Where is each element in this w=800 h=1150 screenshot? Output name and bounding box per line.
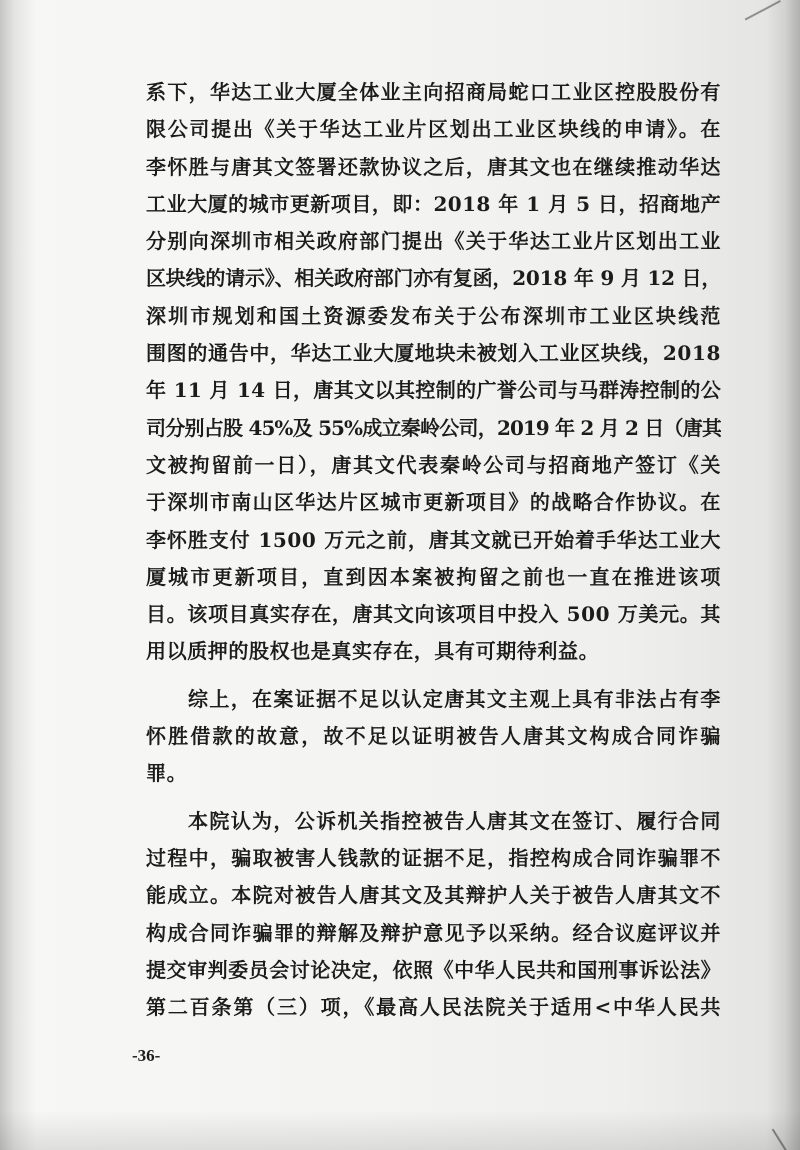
text-line: 提交审判委员会讨论决定，依照《中华人民共和国刑事诉讼法》 — [146, 957, 721, 982]
corner-crease-mark — [745, 0, 790, 36]
text-line: 年 11 月 14 日，唐其文以其控制的广誉公司与马群涛控制的公 — [146, 378, 721, 403]
body-text — [146, 74, 721, 1026]
text-line: 用以质押的股权也是真实存在，具有可期待利益。 — [146, 639, 600, 664]
paragraph-3 — [146, 803, 721, 1027]
text-line: 构成合同诈骗罪的辩解及辩护意见予以采纳。经合议庭评议并 — [146, 920, 721, 945]
text-line: 李怀胜与唐其文签署还款协议之后，唐其文也在继续推动华达 — [146, 154, 721, 179]
text-line: 分别向深圳市相关政府部门提出《关于华达工业片区划出工业 — [146, 229, 721, 254]
text-line: 深圳市规划和国土资源委发布关于公布深圳市工业区块线范 — [146, 303, 721, 328]
text-line: 怀胜借款的故意，故不足以证明被告人唐其文构成合同诈骗 — [146, 724, 721, 749]
corner-crease-mark-bottom — [772, 1129, 789, 1150]
text-line: 限公司提出《关于华达工业片区划出工业区块线的申请》。在 — [146, 117, 721, 142]
paragraph-1 — [146, 74, 721, 671]
text-line: 第二百条第（三）项，《最高人民法院关于适用<中华人民共 — [146, 995, 721, 1020]
page-number: -36- — [132, 1046, 161, 1065]
text-line: 罪。 — [146, 761, 188, 786]
text-line: 于深圳市南山区华达片区城市更新项目》的战略合作协议。在 — [146, 490, 721, 515]
text-line: 李怀胜支付 1500 万元之前，唐其文就已开始着手华达工业大 — [146, 527, 721, 552]
text-line: 文被拘留前一日），唐其文代表秦岭公司与招商地产签订《关 — [146, 452, 721, 477]
text-line: 司分别占股 45%及 55%成立秦岭公司，2019 年 2 月 2 日（唐其 — [146, 415, 721, 440]
text-line: 围图的通告中，华达工业大厦地块未被划入工业区块线，2018 — [146, 341, 721, 366]
page-bottom-shadow — [0, 1110, 800, 1150]
text-line: 能成立。本院对被告人唐其文及其辩护人关于被告人唐其文不 — [146, 883, 721, 908]
paragraph-2 — [146, 681, 721, 793]
text-line: 工业大厦的城市更新项目，即：2018 年 1 月 5 日，招商地产 — [146, 191, 721, 216]
page-right-shadow — [766, 0, 800, 1150]
text-line: 目。该项目真实存在，唐其文向该项目中投入 500 万美元。其 — [146, 602, 721, 627]
text-line: 系下，华达工业大厦全体业主向招商局蛇口工业区控股股份有 — [146, 80, 721, 104]
text-line: 过程中，骗取被害人钱款的证据不足，指控构成合同诈骗罪不 — [146, 845, 721, 870]
text-line: 本院认为，公诉机关指控被告人唐其文在签订、履行合同 — [188, 808, 721, 833]
page-left-shadow — [0, 0, 36, 1150]
text-line: 综上，在案证据不足以认定唐其文主观上具有非法占有李 — [188, 686, 721, 711]
text-line: 厦城市更新项目，直到因本案被拘留之前也一直在推进该项 — [146, 564, 721, 589]
text-line: 区块线的请示》、相关政府部门亦有复函，2018 年 9 月 12 日， — [146, 266, 721, 291]
